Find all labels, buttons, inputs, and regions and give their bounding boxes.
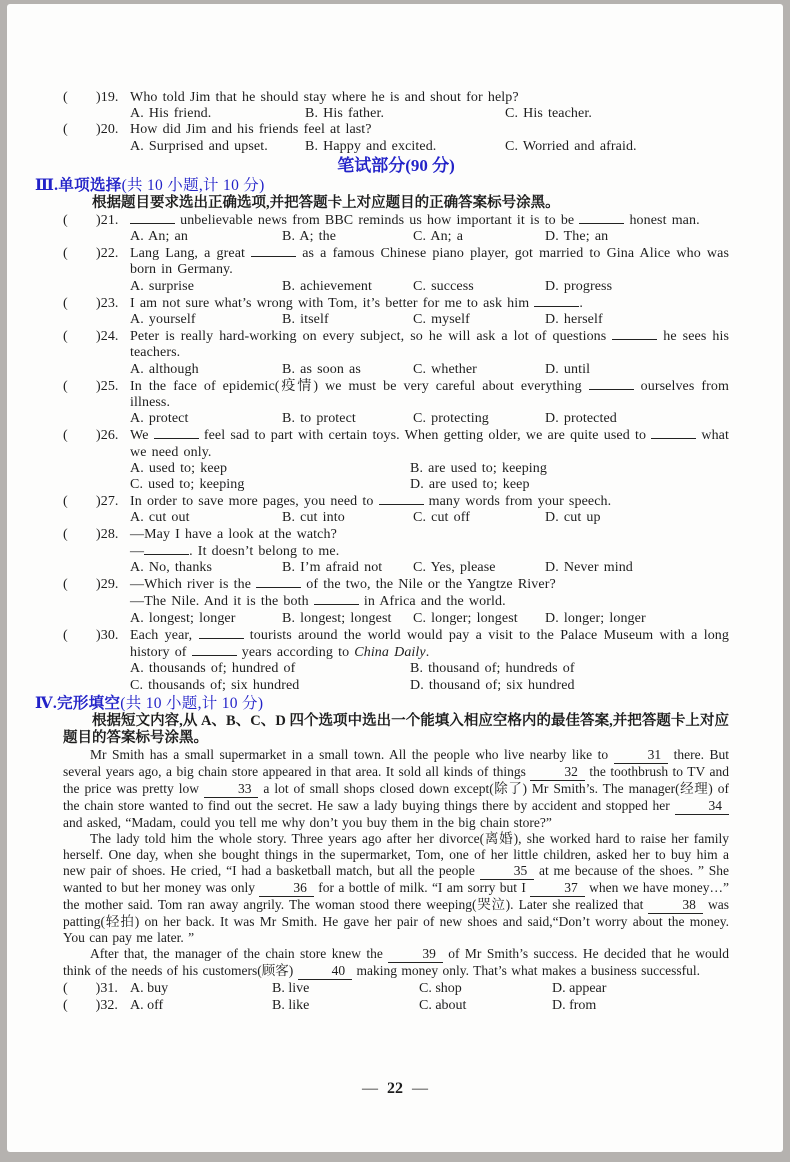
section-number: Ⅲ. (35, 176, 59, 194)
page-footer (7, 1080, 783, 1098)
page-content (35, 90, 730, 1014)
question-26 (63, 427, 729, 493)
option-b: B. cut into (282, 510, 345, 526)
exam-paper-page (7, 4, 783, 1152)
option-b: B. A; the (282, 229, 337, 245)
question-number-label: ( )19. (63, 90, 119, 105)
question-number-label: ( )29. (63, 577, 119, 593)
question-text (63, 493, 729, 510)
option-row (130, 611, 729, 627)
cloze-blank-39: 39 (388, 946, 443, 963)
section-score: (共 10 小题,计 10 分) (120, 694, 264, 712)
question-text (63, 427, 729, 460)
question-body: Who told Jim that he should stay where he is and shout for help? (130, 90, 519, 105)
cloze-paragraph-2: The lady told him the whole story. Three years ago after her divorce(离婚), she worked hard to raise her family herself. One day, when she bought things in the supermarket, Tom, one of her little children, asked her to buy him a new pair of shoes. He cried, “I had a basketball match, but all the people 35 at me because of the shoes. ” She wanted to but her money was only 36 for a bottle of milk. “I am sorry but I 37 when we have money…” the mother said. Tom ran away angrily. The woman stood there weeping(哭泣). Later she realized that 38 was patting(轻拍) on her back. It was Mr Smith. He gave her pair of new shoes and said,“Don’t worry about the money. You can pay me later. ” (63, 830, 730, 945)
question-number-label: ( )22. (63, 246, 119, 262)
dialogue-line-1: —Which river is the of the two, the Nile or the Yangtze River? (130, 577, 556, 593)
option-a: A. buy (130, 980, 169, 996)
question-22 (63, 245, 729, 295)
option-c: C. cut off (413, 510, 471, 526)
question-number-label: ( )23. (63, 295, 119, 311)
blank-line (314, 593, 359, 605)
question-text (63, 627, 729, 661)
option-c: C. Yes, please (413, 560, 496, 576)
option-a: A. cut out (130, 510, 190, 526)
option-row (130, 461, 729, 493)
option-d: D. thousand of; six hundred (410, 677, 575, 693)
option-c: C. His teacher. (505, 106, 592, 122)
question-number-label: ( )25. (63, 378, 119, 394)
question-number-label: ( )26. (63, 428, 119, 444)
blank-line (251, 245, 296, 257)
question-27 (63, 493, 729, 526)
option-b: B. achievement (282, 278, 372, 294)
question-text (63, 576, 729, 593)
section4-instruction: 根据短文内容,从 A、B、C、D 四个选项中选出一个能填入相应空格内的最佳答案,并把答题卡上对应题目的答案标号涂黑。 (63, 712, 729, 746)
question-number-label: ( )32. (63, 997, 118, 1013)
cloze-blank-31: 31 (614, 747, 669, 764)
option-row (130, 139, 729, 155)
option-b: B. His father. (305, 106, 385, 122)
option-row (130, 362, 729, 378)
section-score: (共 10 小题,计 10 分) (121, 176, 265, 194)
option-c: C. longer; longest (413, 610, 518, 626)
question-body: Lang Lang, a great as a famous Chinese piano player, got married to Gina Alice who was born in Germany. (130, 246, 730, 278)
question-body: In order to save more pages, you need to many words from your speech. (130, 494, 612, 510)
question-body: How did Jim and his friends feel at last? (130, 122, 372, 138)
question-number-label: ( )24. (63, 329, 119, 345)
cloze-blank-37: 37 (530, 880, 585, 897)
blank-line (612, 328, 657, 340)
blank-line (256, 576, 301, 588)
question-number-label: ( )27. (63, 494, 119, 510)
option-b: B. live (272, 980, 310, 996)
blank-line (130, 212, 175, 224)
option-a: A. No, thanks (130, 560, 213, 576)
option-a: A. surprise (130, 278, 195, 294)
cloze-paragraph-3: After that, the manager of the chain store knew the 39 of Mr Smith’s success. He decided that he would think of the needs of his customers(顾客) 40 making money only. That’s what makes a business successful. (63, 945, 730, 978)
section-title: 单项选择 (58, 176, 122, 194)
option-row (130, 106, 729, 122)
question-body: Peter is really hard-working on every subject, so he will ask a lot of questions he sees his teachers. (130, 329, 729, 361)
section-title: 完形填空 (57, 694, 121, 712)
option-b: B. Happy and excited. (305, 138, 437, 154)
cloze-blank-33: 33 (204, 781, 259, 798)
option-b: B. to protect (282, 411, 356, 427)
cloze-blank-34: 34 (675, 798, 730, 815)
option-row (130, 560, 729, 576)
option-c: C. An; a (413, 229, 464, 245)
question-text (63, 328, 729, 361)
option-c: C. Worried and afraid. (505, 138, 637, 154)
blank-line (579, 212, 624, 224)
option-a: A. Surprised and upset. (130, 138, 268, 154)
question-number-label: ( )21. (63, 212, 119, 228)
question-31 (63, 980, 729, 997)
blank-line (379, 493, 424, 505)
option-d: D. until (545, 361, 591, 377)
written-part-heading: 笔试部分(90 分) (337, 155, 455, 175)
option-c: C. used to; keeping (130, 477, 245, 493)
cloze-blank-38: 38 (648, 897, 703, 914)
question-number-label: ( )31. (63, 980, 118, 996)
question-body: I am not sure what’s wrong with Tom, it’s better for me to ask him . (130, 295, 583, 311)
option-a: A. His friend. (130, 106, 212, 122)
option-b: B. I’m afraid not (282, 560, 383, 576)
section3-heading (35, 176, 729, 195)
dialogue-line-1: —May I have a look at the watch? (130, 526, 337, 542)
cloze-paragraph-1: Mr Smith has a small supermarket in a small town. All the people who live nearby like to 31 there. But several years ago, a big chain store appeared in that area. It sold all kinds of things 32 the toothbrush to TV and the price was pretty low 33 a lot of small shops closed down except(除了) Mr Smith’s. The manager(经理) of the chain store wanted to find out the secret. He saw a lady buying things there by accident and stopped her 34 and asked, “Madam, could you tell me why don’t you buy them in the big chain store?” (63, 746, 729, 830)
option-b: B. like (272, 997, 310, 1013)
blank-line (589, 378, 634, 390)
question-21 (63, 212, 729, 245)
question-body: We feel sad to part with certain toys. When getting older, we are quite used to what we need only. (130, 428, 729, 460)
question-text (63, 526, 729, 543)
option-d: D. progress (545, 278, 613, 294)
question-23 (63, 295, 729, 328)
option-row (130, 661, 729, 693)
question-body: Each year, tourists around the world would pay a visit to the Palace Museum with a long history of years according to China Daily. (130, 627, 729, 661)
option-row (130, 279, 729, 295)
option-a: A. although (130, 361, 199, 377)
option-c: C. shop (419, 980, 462, 996)
option-a: A. An; an (130, 229, 188, 245)
option-b: B. thousand of; hundreds of (410, 661, 575, 677)
cloze-blank-36: 36 (259, 880, 314, 897)
option-row (130, 411, 729, 427)
question-body: In the face of epidemic(疫情) we must be very careful about everything ourselves from illness. (130, 378, 729, 411)
question-number-label: ( )30. (63, 627, 119, 643)
page-number: 22 (387, 1080, 403, 1097)
option-a: A. yourself (130, 312, 196, 328)
dialogue-line-2: — . It doesn’t belong to me. (130, 543, 340, 559)
question-text (63, 245, 730, 278)
question-19 (63, 90, 729, 122)
option-d: D. longer; longer (545, 610, 646, 626)
option-row (130, 510, 729, 526)
question-24 (63, 328, 729, 378)
section-number: Ⅳ. (35, 694, 58, 712)
option-d: D. The; an (545, 229, 609, 245)
blank-line (651, 427, 696, 439)
question-32 (63, 997, 729, 1014)
question-28 (63, 527, 729, 577)
option-b: B. itself (282, 312, 329, 328)
question-text (63, 90, 729, 106)
option-row (130, 229, 729, 245)
question-20 (63, 122, 729, 154)
option-d: D. are used to; keep (410, 477, 530, 493)
option-b: B. longest; longest (282, 610, 392, 626)
question-body: unbelievable news from BBC reminds us how important it is to be honest man. (130, 213, 700, 228)
option-a: A. longest; longer (130, 610, 236, 626)
question-text (63, 295, 729, 312)
blank-line (144, 543, 189, 555)
blank-line (154, 427, 199, 439)
blank-line (192, 644, 237, 656)
question-number-label: ( )20. (63, 122, 119, 138)
option-d: D. protected (545, 411, 617, 427)
option-b: B. are used to; keeping (410, 460, 547, 476)
option-c: C. protecting (413, 411, 489, 427)
cloze-blank-32: 32 (530, 764, 585, 781)
option-d: D. herself (545, 312, 603, 328)
blank-line (199, 627, 244, 639)
question-30 (63, 627, 729, 694)
question-25 (63, 378, 729, 428)
option-a: A. off (130, 997, 164, 1013)
option-c: C. success (413, 278, 474, 294)
question-number-label: ( )28. (63, 526, 119, 542)
footer-dash-left: — (362, 1080, 378, 1097)
cloze-blank-40: 40 (298, 963, 353, 980)
option-d: D. cut up (545, 510, 601, 526)
question-text (63, 122, 729, 138)
italic-text: China Daily (354, 645, 426, 661)
section4-heading (35, 694, 729, 713)
option-c: C. about (419, 997, 467, 1013)
question-29 (63, 576, 729, 627)
footer-dash-right: — (412, 1080, 428, 1097)
dialogue-line-2: —The Nile. And it is the both in Africa and the world. (130, 594, 506, 610)
blank-line (534, 295, 579, 307)
option-b: B. as soon as (282, 361, 361, 377)
question-text (63, 378, 729, 411)
option-row (130, 312, 729, 328)
option-c: C. myself (413, 312, 470, 328)
question-text (63, 212, 729, 229)
option-c: C. thousands of; six hundred (130, 677, 300, 693)
option-d: D. Never mind (545, 560, 633, 576)
section3-instruction: 根据题目要求选出正确选项,并把答题卡上对应题目的正确答案标号涂黑。 (92, 194, 560, 211)
option-a: A. protect (130, 411, 189, 427)
option-a: A. thousands of; hundred of (130, 661, 296, 677)
cloze-blank-35: 35 (480, 863, 535, 880)
option-d: D. appear (552, 980, 607, 996)
option-d: D. from (552, 997, 597, 1013)
option-a: A. used to; keep (130, 460, 228, 476)
option-c: C. whether (413, 361, 477, 377)
